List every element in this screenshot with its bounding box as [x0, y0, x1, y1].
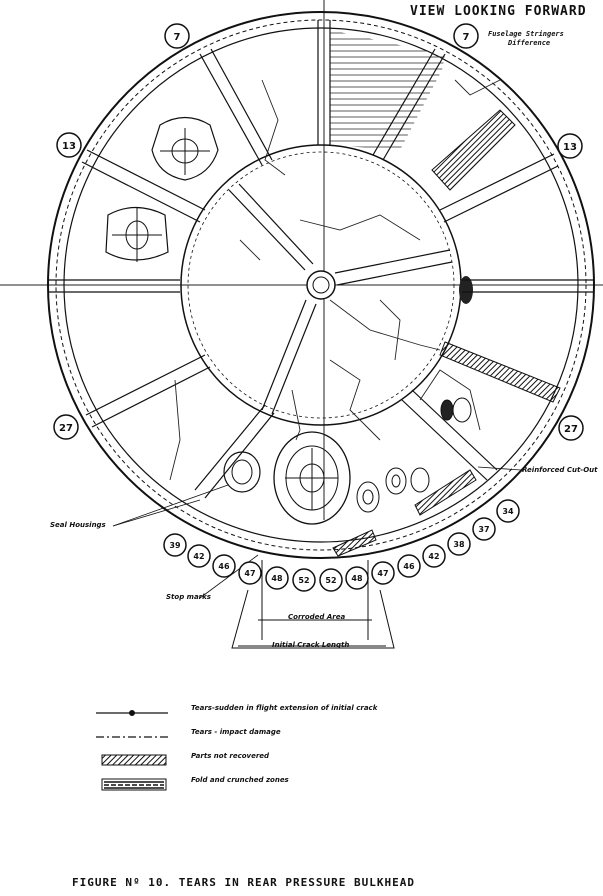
- stringer-bottom-label: 42: [193, 552, 205, 561]
- stringer-bottom-label: 47: [244, 569, 256, 578]
- legend-text: Fold and crunched zones: [191, 776, 289, 784]
- legend-text: Tears - impact damage: [191, 728, 281, 736]
- legend-text: Tears-sudden in flight extension of initial crack: [191, 704, 378, 712]
- folded-zone-cutout: [415, 470, 476, 515]
- stringer-label-upper-right: 13: [563, 142, 577, 153]
- center-hub: [307, 271, 335, 299]
- seal-housing-upper: [152, 118, 218, 181]
- legend-item: [96, 750, 516, 774]
- stringer-label-top-left: 7: [173, 32, 181, 43]
- legend-text: Parts not recovered: [191, 752, 270, 760]
- stringer-bottom-label: 48: [271, 574, 283, 583]
- figure-caption: FIGURE Nº 10. TEARS IN REAR PRESSURE BULKHEAD: [72, 876, 416, 889]
- seal-housings-label: Seal Housings: [50, 521, 106, 529]
- stringer-note-line1: Fuselage Stringers: [488, 30, 564, 38]
- initial-crack-length-label: Initial Crack Length: [272, 641, 350, 649]
- not-recovered-lower: [440, 342, 560, 402]
- legend-item: [96, 774, 516, 798]
- stringer-bottom-label: 37: [478, 525, 490, 534]
- seal-housing-bottom-center: [274, 432, 350, 524]
- stringer-bottom-label: 46: [218, 562, 230, 571]
- legend-item: [96, 726, 516, 750]
- stringer-bottom-label: 38: [453, 540, 465, 549]
- legend-item: [96, 702, 516, 726]
- stiffener-spokes: [48, 20, 594, 498]
- seal-housing-bottom-left: [224, 452, 260, 492]
- stringer-bottom-label: 34: [502, 507, 514, 516]
- reinforced-cutout-label: Reinforced Cut-Out: [522, 466, 598, 474]
- stringer-bottom-label: 42: [428, 552, 440, 561]
- view-title: VIEW LOOKING FORWARD: [410, 4, 587, 19]
- stop-marks-label: Stop marks: [166, 593, 211, 601]
- not-recovered-upper: [432, 110, 515, 190]
- stringer-bottom-label: 48: [351, 574, 363, 583]
- stringer-bottom-label: 47: [377, 569, 389, 578]
- stringer-label-upper-left: 13: [62, 141, 76, 152]
- not-recovered-bottom: [333, 530, 376, 556]
- stringer-bottom-label: 52: [325, 576, 337, 585]
- corroded-area-label: Corroded Area: [288, 613, 346, 621]
- stringer-label-lower-left: 27: [59, 423, 73, 434]
- folded-zone-upper: [330, 30, 445, 150]
- seal-housing-left: [106, 208, 168, 263]
- stringer-bottom-label: 52: [298, 576, 310, 585]
- stringer-label-lower-right: 27: [564, 424, 578, 435]
- stringer-note-line2: Difference: [508, 39, 551, 47]
- stringer-label-top-right: 7: [462, 32, 470, 43]
- stringer-bottom-label: 46: [403, 562, 415, 571]
- stringer-bottom-label: 39: [169, 541, 181, 550]
- legend: [96, 702, 516, 798]
